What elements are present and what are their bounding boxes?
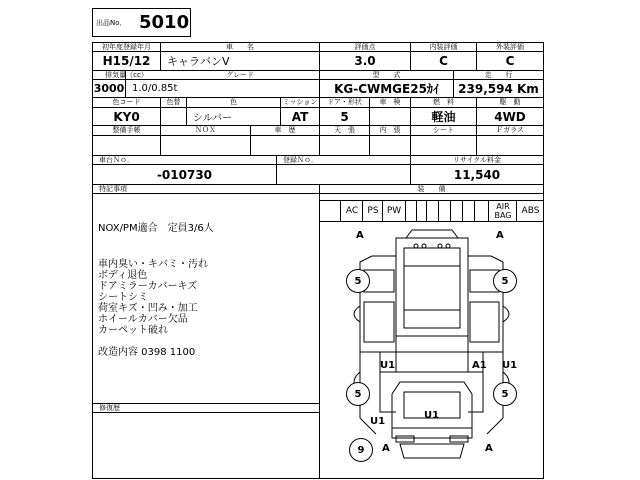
- mark-a: A: [485, 443, 493, 454]
- color-code-value: KY0: [113, 109, 140, 124]
- chassis-no-label: 車台Ｎｏ．: [99, 155, 134, 164]
- model-type-label: 型 式: [372, 70, 401, 79]
- mark-circle-5: 5: [493, 382, 517, 406]
- color-family-label: 色替: [166, 98, 181, 106]
- color-code-label: 色コード: [112, 98, 141, 106]
- mark-a: A: [382, 443, 390, 454]
- equip-airbag: AIR BAG: [488, 201, 517, 221]
- sunroof-label: 天 張: [334, 126, 355, 134]
- remark-line: ドアミラーカバーキズ: [98, 281, 198, 292]
- mileage-value: 239,594 Km: [458, 81, 539, 96]
- mileage-label: 走 行: [484, 70, 513, 79]
- mark-circle-9: 9: [349, 438, 373, 462]
- interior-value: C: [439, 54, 448, 68]
- fuel-label: 燃 料: [433, 98, 454, 106]
- model-name-label: 車 名: [226, 42, 254, 51]
- color-label: 色: [230, 98, 237, 106]
- exterior-value: C: [505, 54, 515, 68]
- lot-number-label: 出品No．: [96, 19, 127, 27]
- fuel-value: 軽油: [431, 110, 456, 124]
- doors-label: ドア・形状: [327, 98, 362, 106]
- score-value: 3.0: [354, 54, 376, 68]
- interior-trim-label: 内 張: [379, 126, 401, 134]
- mark-circle-5: 5: [346, 269, 370, 293]
- nox-label: ＮＯＸ: [195, 126, 216, 134]
- recycle-value: 11,540: [453, 167, 501, 182]
- first-reg-value: H15/12: [102, 54, 151, 68]
- transmission-value: AT: [291, 109, 309, 124]
- equip-blank-6: [474, 201, 489, 221]
- front-outline: [406, 230, 458, 238]
- front-glass-label: Ｆガラス: [496, 126, 524, 134]
- remark-line: カーペット破れ: [98, 325, 168, 336]
- displacement-label: 排気量（cc）: [105, 70, 148, 79]
- mark-circle-5: 5: [346, 382, 370, 406]
- mark-a1: A1: [472, 360, 487, 371]
- reg-no-label: 登録Ｎｏ．: [283, 155, 318, 164]
- drive-label: 駆 動: [499, 98, 521, 106]
- chassis-no-value: -010730: [156, 167, 213, 182]
- exterior-label: 外装評価: [496, 42, 524, 51]
- mark-u1: U1: [502, 360, 518, 371]
- remark-line: 車内臭い・キバミ・汚れ: [98, 259, 208, 270]
- history-label: 車 歴: [274, 126, 296, 134]
- lot-number-box: [92, 8, 191, 37]
- seat-label: シート: [433, 126, 454, 134]
- transmission-label: ミッション: [282, 98, 318, 106]
- grade-label: グレード: [226, 70, 254, 79]
- remark-line: ボディ退色: [98, 270, 148, 281]
- remark-nox: NOX/PM適合 定員3/6人: [98, 223, 214, 234]
- score-label: 評価点: [354, 42, 376, 51]
- equip-ac: AC: [340, 201, 363, 221]
- equip-pw: PW: [382, 201, 406, 221]
- drive-value: 4WD: [494, 109, 526, 124]
- grade-value: 1.0/0.85t: [132, 83, 178, 94]
- roof-outline: [396, 238, 468, 336]
- remark-modification: 改造内容 0398 1100: [98, 347, 196, 358]
- equip-abs: ABS: [516, 201, 544, 221]
- remark-line: シートシミ: [98, 292, 148, 303]
- mark-a: A: [496, 230, 504, 241]
- model-name-value: キャラバンV: [167, 55, 230, 68]
- displacement-value: 3000: [93, 82, 125, 95]
- model-type-value: KG-CWMGE25ｶｲ: [334, 82, 439, 96]
- manual-label: 整備手帳: [112, 126, 141, 134]
- lot-number: 5010: [139, 12, 190, 33]
- mark-u1: U1: [380, 360, 396, 371]
- color-value: シルバー: [193, 113, 233, 124]
- remark-line: ホイールカバー欠品: [98, 314, 188, 325]
- doors-value: 5: [340, 109, 349, 124]
- inspection-label: 車 検: [379, 98, 401, 106]
- equipment-label: 装 備: [417, 184, 446, 193]
- mark-a: A: [356, 230, 364, 241]
- interior-label: 内装評価: [429, 42, 458, 51]
- equip-ps: PS: [362, 201, 383, 221]
- remark-line: 荷室キズ・凹み・加工: [98, 303, 198, 314]
- first-reg-label: 初年度登録年月: [102, 42, 151, 51]
- repair-history-label: 修復歴: [99, 403, 120, 412]
- recycle-label: リサイクル料金: [452, 155, 502, 164]
- special-notes-label: 特記事項: [99, 184, 127, 193]
- mark-circle-5: 5: [493, 269, 517, 293]
- mark-u1: U1: [424, 410, 440, 421]
- mark-u1: U1: [370, 416, 386, 427]
